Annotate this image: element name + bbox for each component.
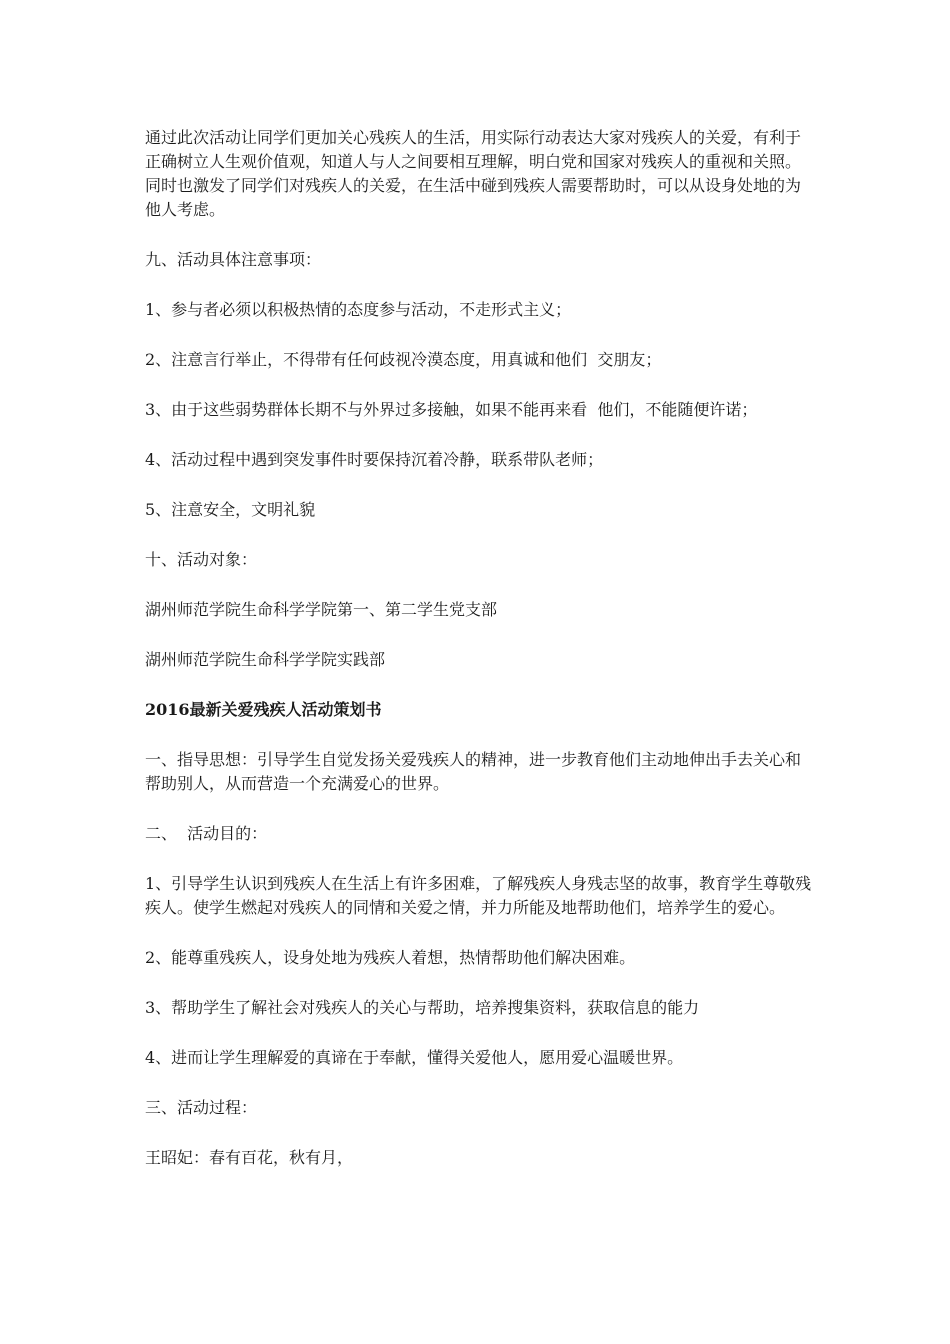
- intro-paragraph: 通过此次活动让同学们更加关心残疾人的生活，用实际行动表达大家对残疾人的关爱，有利于正确树立人生观价值观，知道人与人之间要相互理解，明白党和国家对残疾人的重视和关照。同时也激发了同学们对残疾人的关爱，在生活中碰到残疾人需要帮助时，可以从设身处地的为他人考虑。: [145, 128, 802, 219]
- process-first-line: 王昭妃：春有百花，秋有月，: [145, 1148, 354, 1167]
- section9-item-5: 5、注意安全，文明礼貌: [145, 500, 316, 519]
- purpose-item-1: 1、引导学生认识到残疾人在生活上有许多困难，了解残疾人身残志坚的故事，教育学生尊敬残疾人。使学生燃起对残疾人的同情和关爱之情，并力所能及地帮助他们，培养学生的爱心。: [145, 874, 812, 917]
- section9-item-2: 2、注意言行举止，不得带有任何歧视冷漠态度，用真诚和他们 交朋友；: [145, 350, 662, 369]
- section9-item-4: 4、活动过程中遇到突发事件时要保持沉着冷静，联系带队老师；: [145, 450, 604, 469]
- section10-item-2: 湖州师范学院生命科学学院实践部: [145, 650, 386, 669]
- section10-item-1: 湖州师范学院生命科学学院第一、第二学生党支部: [145, 600, 498, 619]
- purpose-item-4: 4、进而让学生理解爱的真谛在于奉献，懂得关爱他人，愿用爱心温暖世界。: [145, 1048, 684, 1067]
- section9-item-3: 3、由于这些弱势群体长期不与外界过多接触，如果不能再来看 他们，不能随便许诺；: [145, 400, 758, 419]
- purpose-item-3: 3、帮助学生了解社会对残疾人的关心与帮助，培养搜集资料，获取信息的能力: [145, 998, 700, 1017]
- section9-item-1: 1、参与者必须以积极热情的态度参与活动，不走形式主义；: [145, 300, 572, 319]
- section9-title: 九、活动具体注意事项：: [145, 250, 322, 269]
- process-title: 三、活动过程：: [145, 1098, 258, 1117]
- purpose-title: 二、 活动目的：: [145, 824, 268, 843]
- guiding-paragraph: 一、指导思想：引导学生自觉发扬关爱残疾人的精神，进一步教育他们主动地伸出手去关心和帮助别人，从而营造一个充满爱心的世界。: [145, 750, 802, 793]
- doc2-title: 2016最新关爱残疾人活动策划书: [145, 700, 382, 719]
- purpose-item-2: 2、能尊重残疾人，设身处地为残疾人着想，热情帮助他们解决困难。: [145, 948, 636, 967]
- document-page: [145, 126, 815, 1170]
- section10-title: 十、活动对象：: [145, 550, 258, 569]
